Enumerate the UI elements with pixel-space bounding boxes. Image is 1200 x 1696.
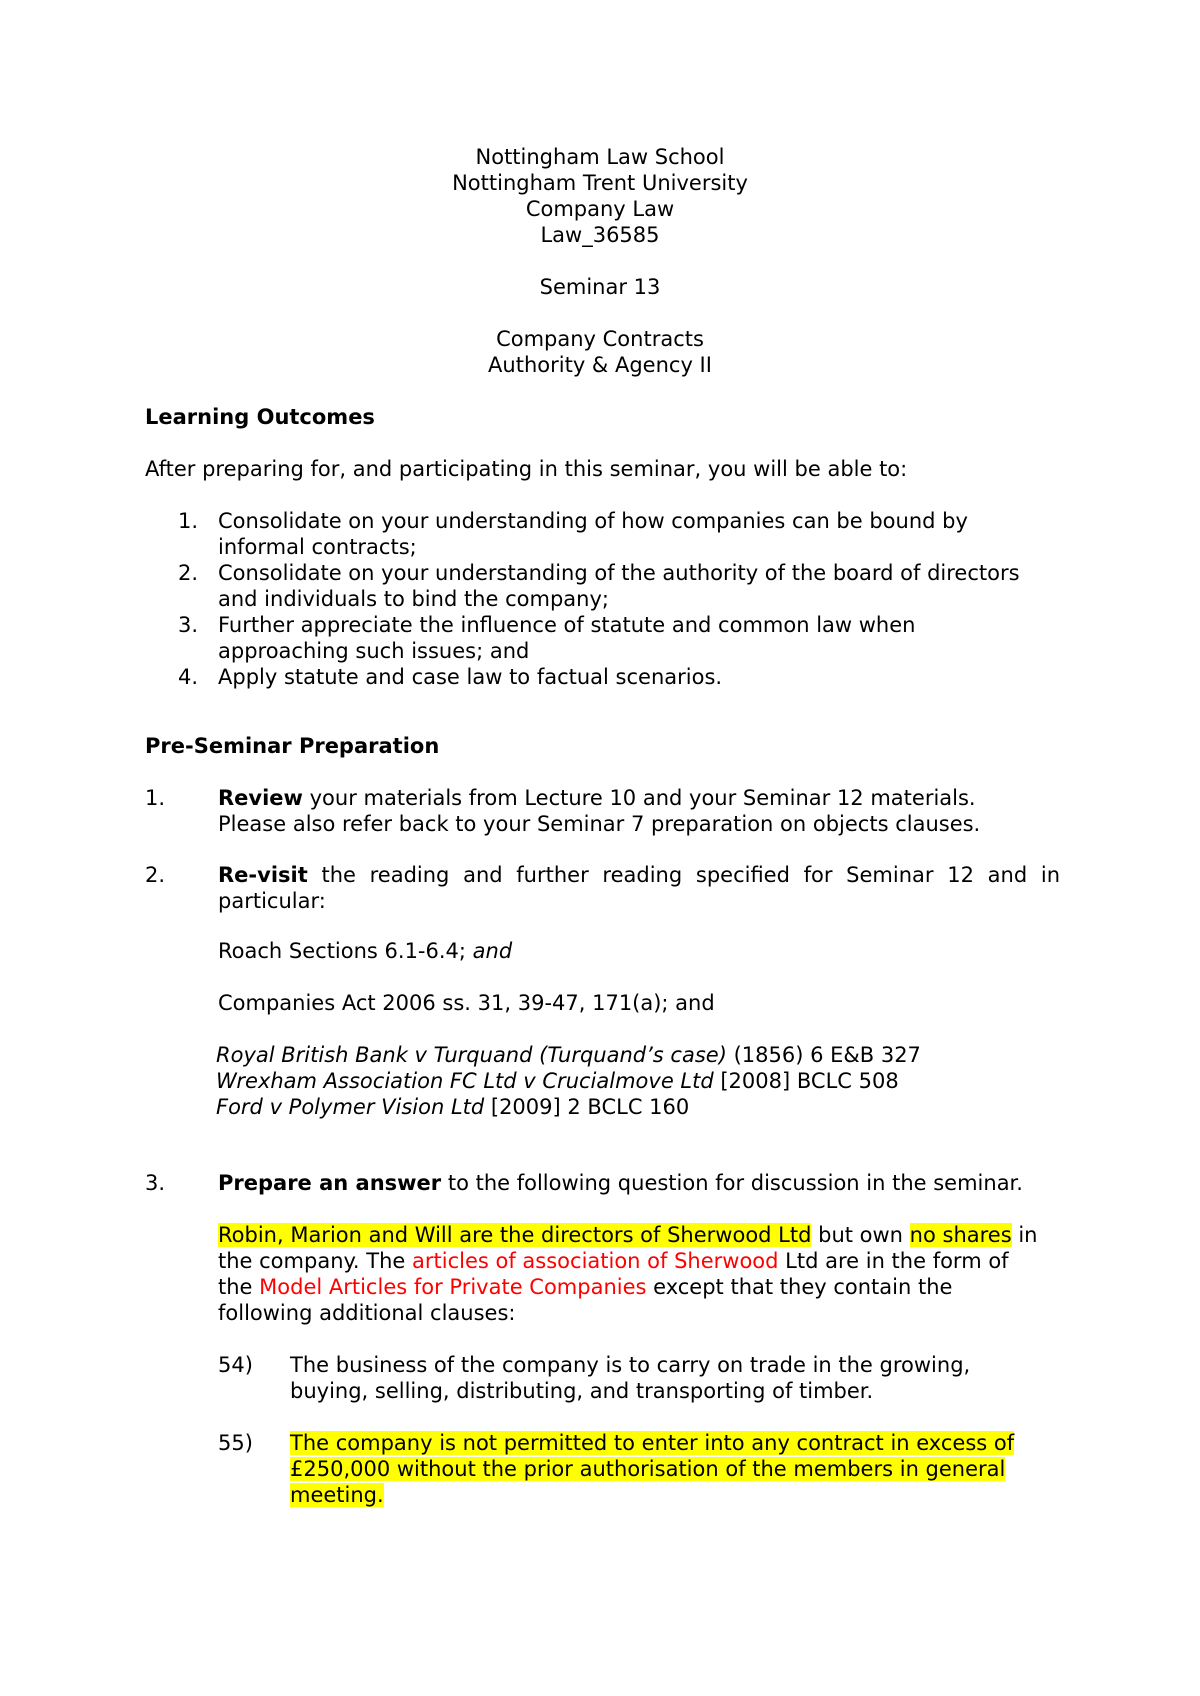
seminar-title: Seminar 13: [539, 275, 661, 299]
module-code: Law_36585: [540, 223, 660, 247]
module-name: Company Law: [525, 197, 675, 221]
prep-item-1: Review your materials from Lecture 10 and your Seminar 12 materials. Please also refer back to your Seminar 7 preparation on objects clauses.: [218, 786, 981, 836]
learning-outcomes-heading: Learning Outcomes: [145, 405, 375, 429]
reading-roach: Roach Sections 6.1-6.4; and: [218, 939, 513, 963]
prep-item-3-number: 3.: [145, 1171, 166, 1195]
learning-outcomes-list: [0, 508, 1200, 690]
learning-outcomes-intro: After preparing for, and participating in this seminar, you will be able to:: [145, 457, 908, 481]
clause-54: The business of the company is to carry on trade in the growing, buying, selling, distributing, and transporting of timber.: [290, 1353, 971, 1403]
topic-title: Company Contracts: [496, 327, 704, 351]
prep-item-2: Re-visit the reading and further reading specified for Seminar 12 and in particular:: [218, 863, 1060, 913]
scenario-paragraph: Robin, Marion and Will are the directors of Sherwood Ltd but own no shares in the company. The articles of association of Sherwood Ltd are in the form of the Model Articles for Private Companies except that they contain the following additional clauses:: [218, 1223, 1038, 1325]
university-name: Nottingham Trent University: [452, 171, 748, 195]
case-list: [216, 1042, 921, 1120]
clause-55-number: 55): [218, 1431, 253, 1455]
clause-54-number: 54): [218, 1353, 253, 1377]
prep-item-2-number: 2.: [145, 863, 166, 887]
list-item: 2. Consolidate on your understanding of the authority of the board of directors and individuals to bind the company;: [178, 561, 1020, 611]
reading-act: Companies Act 2006 ss. 31, 39-47, 171(a); and: [218, 991, 715, 1015]
list-item: 3. Further appreciate the influence of statute and common law when approaching such issues; and: [178, 613, 916, 663]
preparation-heading: Pre-Seminar Preparation: [145, 734, 440, 758]
list-item: 4. Apply statute and case law to factual scenarios.: [178, 665, 723, 689]
case-item: Wrexham Association FC Ltd v Crucialmove Ltd [2008] BCLC 508: [216, 1069, 899, 1093]
case-item: Ford v Polymer Vision Ltd [2009] 2 BCLC 160: [216, 1095, 690, 1119]
subtopic-title: Authority & Agency II: [488, 353, 712, 377]
list-item: 1. Consolidate on your understanding of how companies can be bound by informal contracts;: [178, 509, 968, 559]
prep-item-1-number: 1.: [145, 786, 166, 810]
document-header: [0, 144, 1200, 378]
clause-55: The company is not permitted to enter into any contract in excess of £250,000 without the prior authorisation of the members in general meeting.: [290, 1431, 1015, 1507]
case-item: Royal British Bank v Turquand (Turquand’s case) (1856) 6 E&B 327: [216, 1043, 921, 1067]
school-name: Nottingham Law School: [475, 145, 725, 169]
prep-item-3: Prepare an answer to the following question for discussion in the seminar.: [218, 1171, 1023, 1195]
